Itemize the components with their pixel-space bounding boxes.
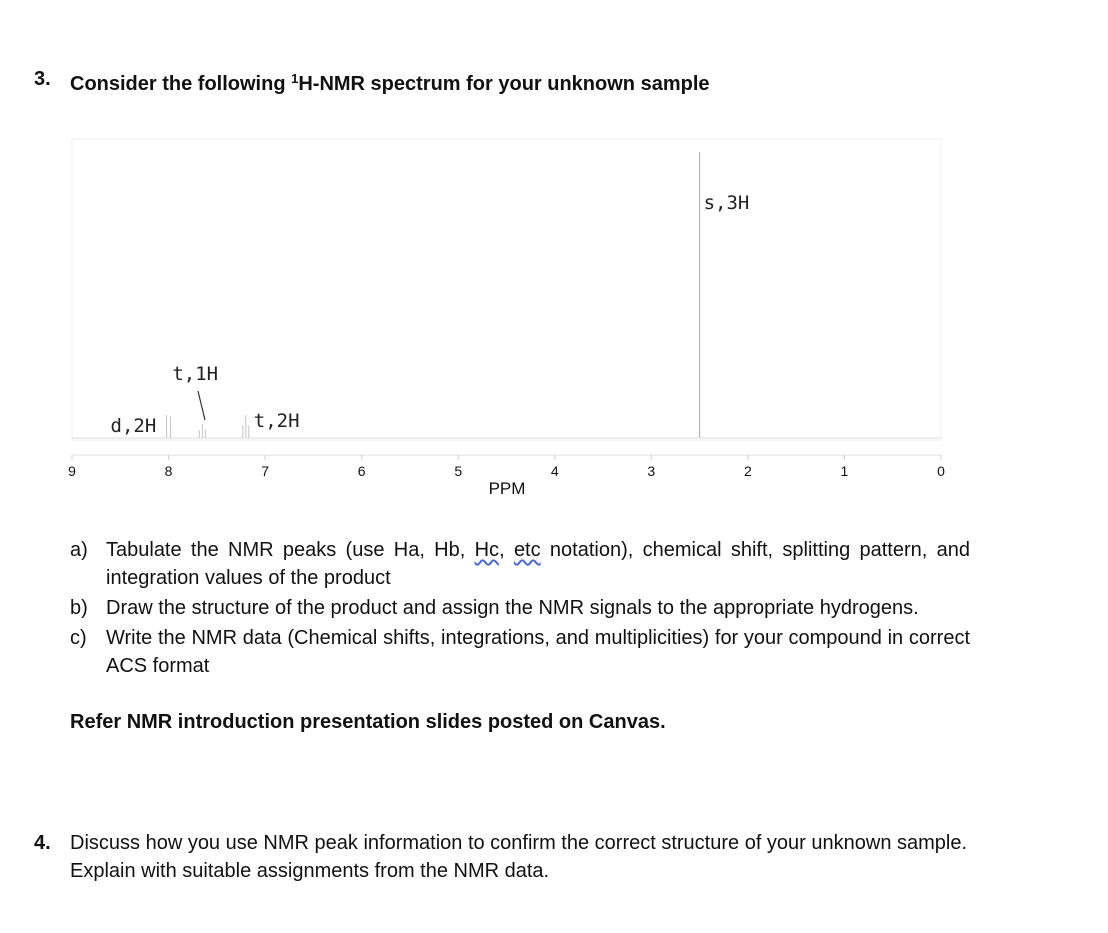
subquestion-a — [70, 536, 970, 592]
x-tick-label: 0 — [937, 463, 945, 479]
peak-leader-line — [198, 391, 205, 420]
x-tick-label: 4 — [550, 463, 559, 479]
subquestion-a-between: , — [499, 539, 514, 561]
subquestion-a-text-before: Tabulate the NMR peaks (use Ha, Hb, — [106, 539, 475, 561]
peak-label: t,2H — [253, 410, 300, 432]
peak-group — [167, 152, 700, 438]
title-prefix: Consider the following — [70, 73, 292, 95]
x-tick-label: 5 — [454, 463, 463, 479]
question-4-number: 4. — [34, 832, 51, 854]
subquestion-list — [70, 536, 970, 680]
spellcheck-word-hc: Hc — [474, 539, 500, 561]
spellcheck-word-etc: etc — [513, 539, 541, 561]
peak-labels — [111, 192, 750, 437]
subquestion-c-letter: c) — [70, 627, 87, 649]
x-axis-ticks — [68, 455, 945, 479]
question-3-number: 3. — [34, 68, 51, 90]
refer-note: Refer NMR introduction presentation slides posted on Canvas. — [70, 711, 666, 733]
subquestion-a-letter: a) — [70, 539, 88, 561]
x-axis-label: PPM — [488, 479, 526, 498]
x-tick-label: 9 — [68, 463, 76, 479]
title-suffix: H-NMR spectrum for your unknown sample — [298, 73, 710, 95]
x-tick-label: 3 — [647, 463, 656, 479]
peak-label: s,3H — [703, 192, 750, 214]
x-tick-label: 1 — [840, 463, 849, 479]
x-tick-label: 2 — [743, 463, 752, 479]
subquestion-c — [70, 624, 970, 680]
subquestion-b — [70, 594, 970, 622]
subquestion-c-text: Write the NMR data (Chemical shifts, integrations, and multiplicities) for your compound in correct ACS format — [106, 627, 970, 677]
x-tick-label: 6 — [357, 463, 366, 479]
question-4-text: Discuss how you use NMR peak information to confirm the correct structure of your unknown sample. Explain with suitable assignments from the NMR data. — [70, 832, 968, 882]
peak-label: d,2H — [110, 415, 157, 437]
subquestion-a-text-after: notation), chemical shift, splitting pattern, and integration values of the product — [106, 539, 970, 589]
x-tick-label: 8 — [164, 463, 173, 479]
subquestion-b-text: Draw the structure of the product and assign the NMR signals to the appropriate hydrogens. — [106, 597, 919, 619]
title-superscript: 1 — [291, 71, 299, 86]
peak-label: t,1H — [172, 363, 219, 385]
x-tick-label: 7 — [261, 463, 270, 479]
plot-frame — [72, 139, 941, 440]
subquestion-b-letter: b) — [70, 597, 88, 619]
